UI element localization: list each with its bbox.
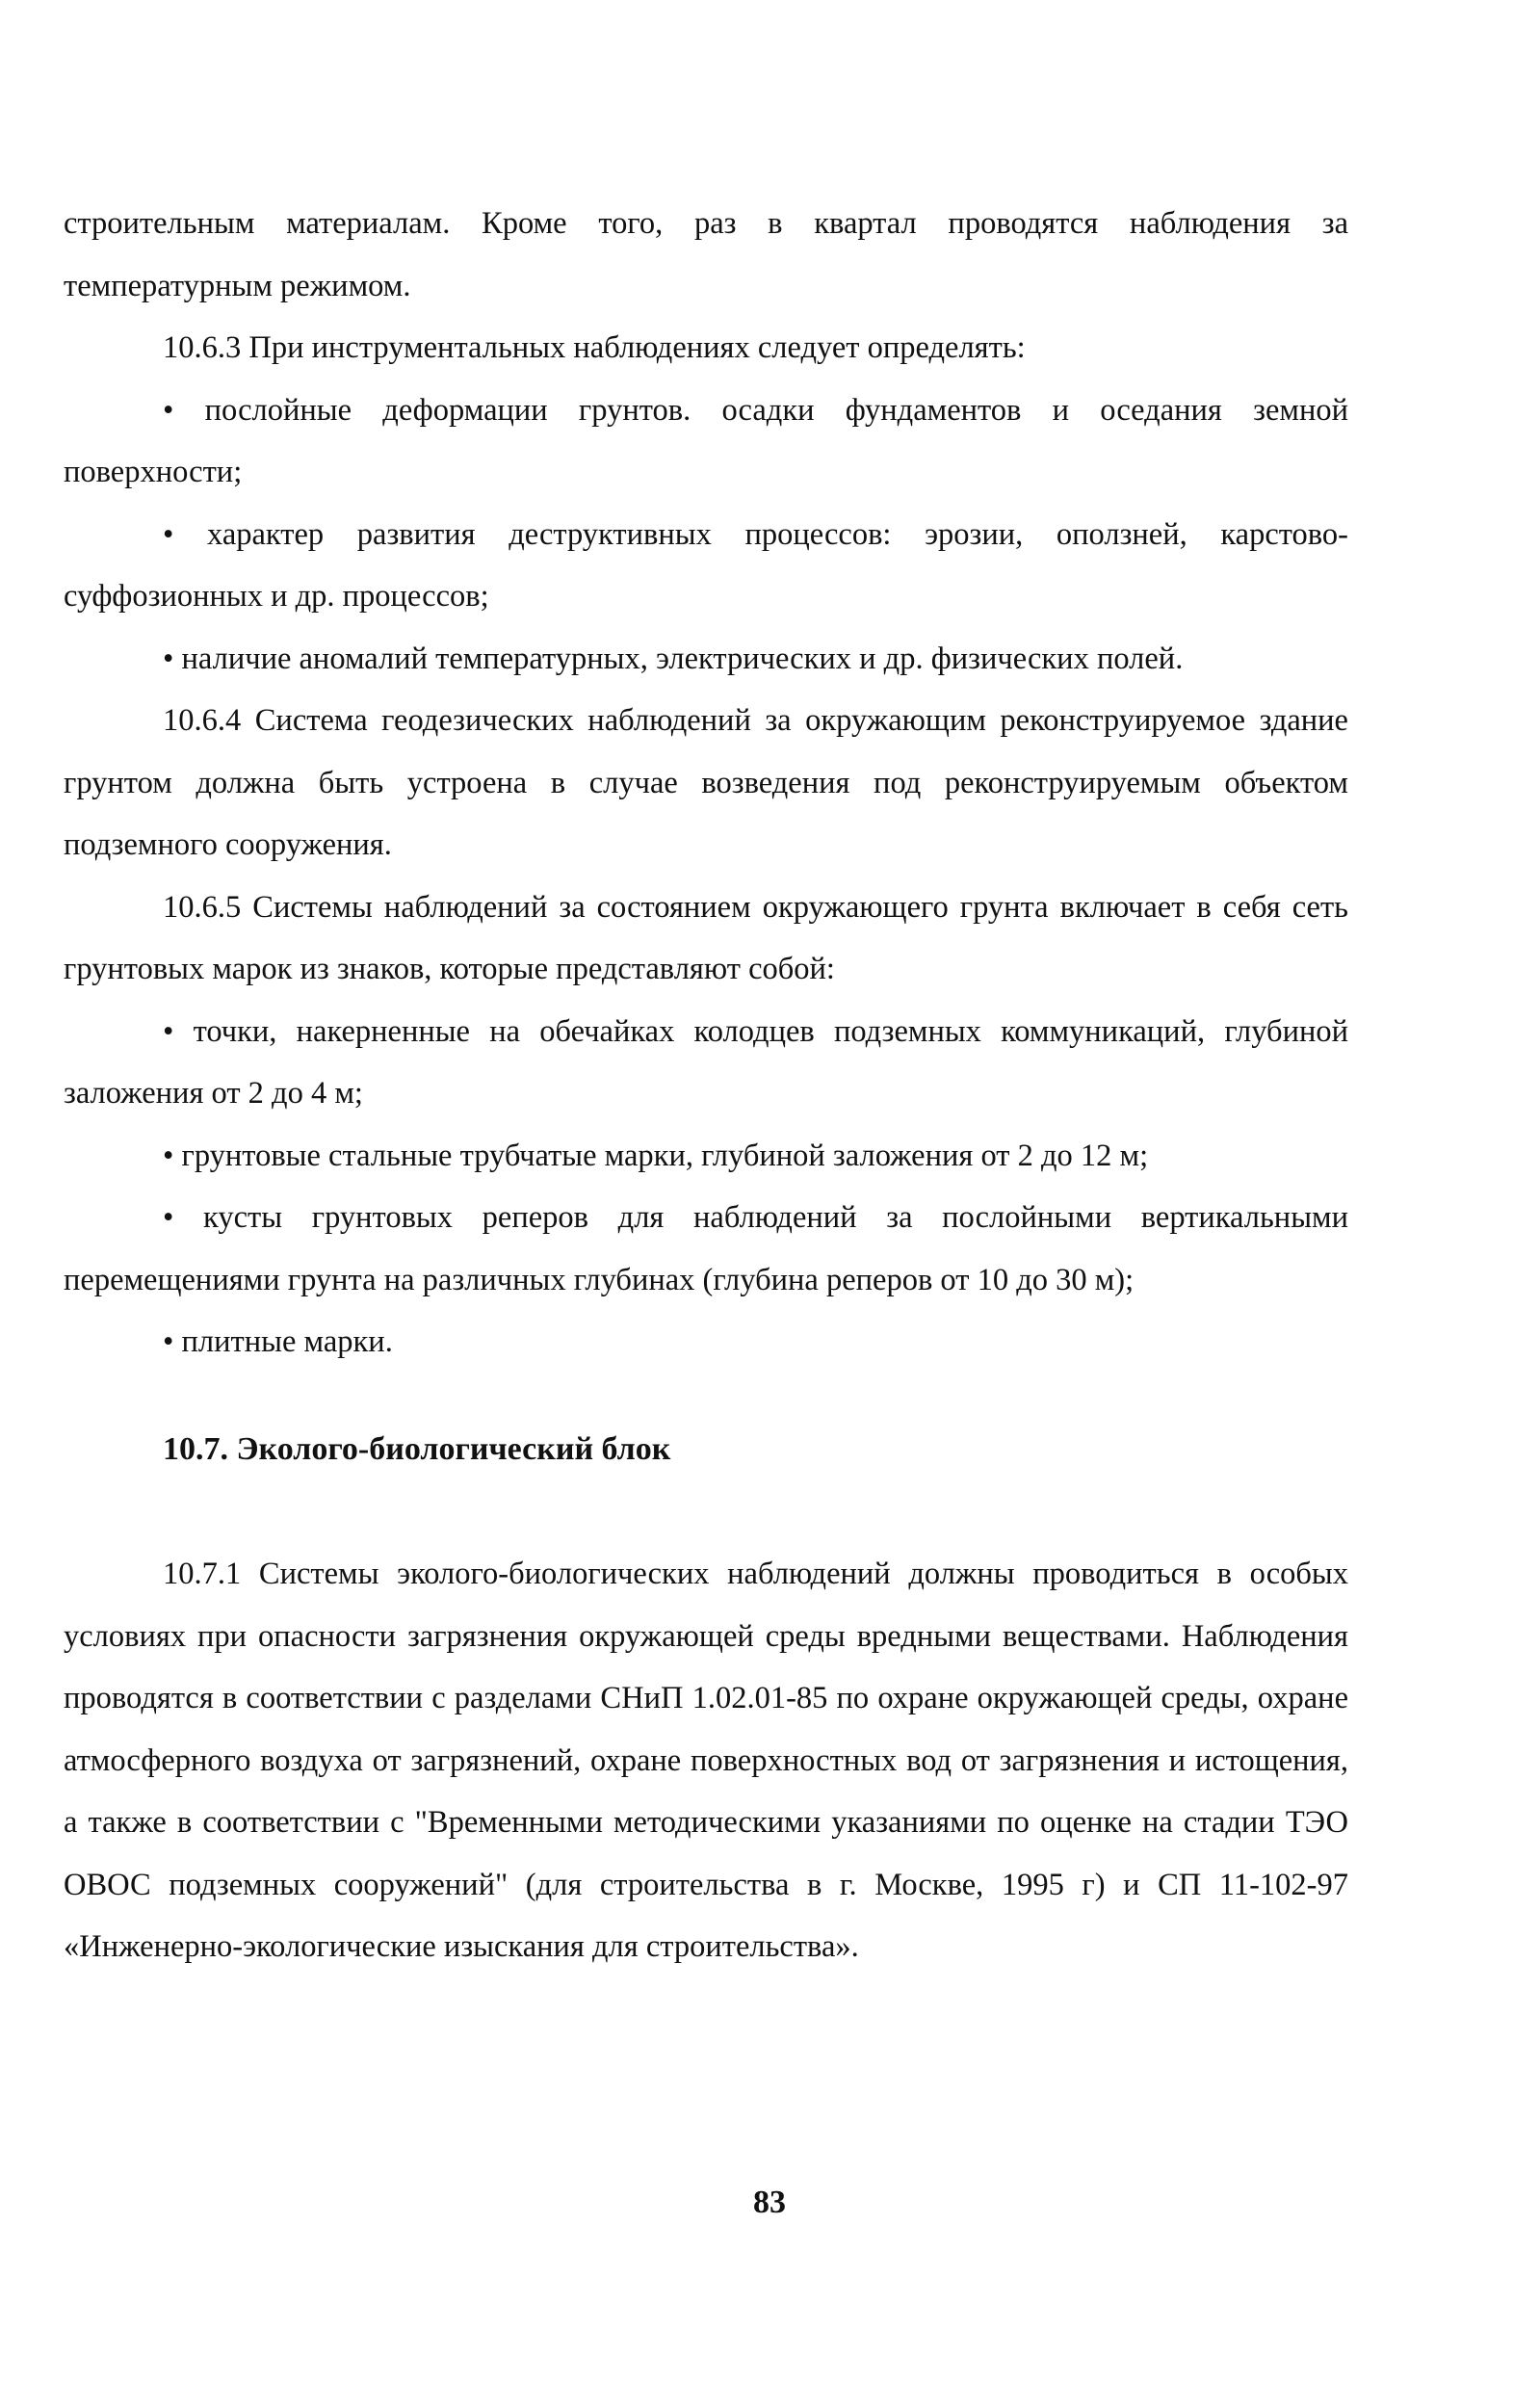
section-body	[64, 1543, 1348, 1978]
paragraph-10-7-1: 10.7.1 Системы эколого-биологических наблюдений должны проводиться в особых условиях при опасности загрязнения окружающей среды вредными веществами. Наблюдения проводятся в соответствии с разделами СНиП 1.02.01-85 по охране окружающей среды, охране атмосферного воздуха от загрязнений, охране поверхностных вод от загрязнения и истощения, а также в соответствии с "Временными методическими указаниями по оценке на стадии ТЭО ОВОС подземных сооружений" (для строительства в г. Москве, 1995 г) и СП 11-102-97 «Инженерно-экологические изыскания для строительства».	[64, 1557, 1348, 1964]
document-body	[64, 193, 1348, 1374]
paragraph-10-6-5: 10.6.5 Системы наблюдений за состоянием окружающего грунта включает в себя сеть грунтовых марок из знаков, которые представляют собой:	[64, 889, 1348, 986]
section-title: 10.7. Эколого-биологический блок	[163, 1431, 671, 1467]
paragraph-continuation: строительным материалам. Кроме того, раз в квартал проводятся наблюдения за температурным режимом.	[64, 206, 1348, 303]
bullet-destructive-processes: • характер развития деструктивных процессов: эрозии, оползней, карстово-суффозионных и др. процессов;	[64, 516, 1348, 614]
bullet-slab-marks: • плитные марки.	[163, 1324, 393, 1359]
bullet-anomalies: • наличие аномалий температурных, электрических и др. физических полей.	[163, 641, 1184, 676]
page-number: 83	[753, 2185, 786, 2220]
bullet-tubular-marks: • грунтовые стальные трубчатые марки, глубиной заложения от 2 до 12 м;	[163, 1138, 1149, 1173]
bullet-points-on-shells: • точки, накерненные на обечайках колодцев подземных коммуникаций, глубиной заложения от 2 до 4 м;	[64, 1013, 1348, 1111]
paragraph-10-6-3: 10.6.3 При инструментальных наблюдениях следует определять:	[163, 330, 1026, 365]
bullet-deformations: • послойные деформации грунтов. осадки фундаментов и оседания земной поверхности;	[64, 392, 1348, 489]
paragraph-10-6-4: 10.6.4 Система геодезических наблюдений за окружающим реконструируемое здание грунтом должна быть устроена в случае возведения под реконструируемым объектом подземного сооружения.	[64, 703, 1348, 862]
bullet-benchmark-clusters: • кусты грунтовых реперов для наблюдений за послойными вертикальными перемещениями грунта на различных глубинах (глубина реперов от 10 до 30 м);	[64, 1200, 1348, 1297]
